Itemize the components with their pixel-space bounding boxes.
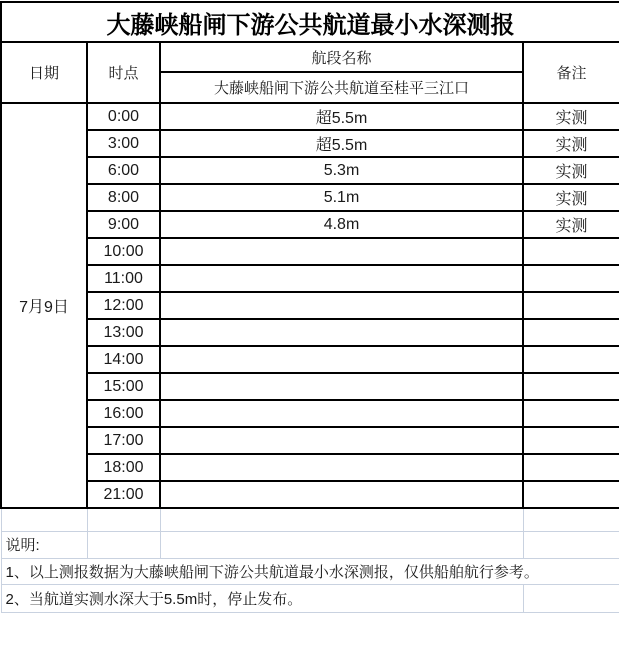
depth-cell [160, 292, 523, 319]
note-row [1, 558, 619, 584]
title-row [1, 2, 619, 42]
remark-cell: 实测 [523, 103, 619, 130]
table-row [1, 427, 619, 454]
table-row [1, 157, 619, 184]
depth-cell: 5.3m [160, 157, 523, 184]
section-route: 大藤峡船闸下游公共航道至桂平三江口 [160, 72, 523, 103]
depth-cell: 超5.5m [160, 130, 523, 157]
remark-cell [523, 346, 619, 373]
remark-cell [523, 319, 619, 346]
table-row [1, 103, 619, 130]
table-row [1, 373, 619, 400]
remark-cell [523, 400, 619, 427]
time-cell: 10:00 [87, 238, 160, 265]
time-cell: 21:00 [87, 481, 160, 508]
table-row [1, 211, 619, 238]
remark-cell: 实测 [523, 130, 619, 157]
note-2: 2、当航道实测水深大于5.5m时，停止发布。 [1, 584, 523, 612]
header-row [1, 42, 619, 72]
notes-label: 说明: [1, 531, 87, 558]
page-title: 大藤峡船闸下游公共航道最小水深测报 [1, 2, 619, 42]
depth-cell [160, 346, 523, 373]
note-row [1, 584, 619, 612]
col-header-date: 日期 [1, 42, 87, 103]
time-cell: 3:00 [87, 130, 160, 157]
empty-cell [87, 531, 160, 558]
date-cell: 7月9日 [1, 103, 87, 508]
empty-cell [523, 531, 619, 558]
note-1: 1、以上测报数据为大藤峡船闸下游公共航道最小水深测报，仅供船舶航行参考。 [1, 558, 619, 584]
depth-cell [160, 454, 523, 481]
remark-cell [523, 292, 619, 319]
time-cell: 6:00 [87, 157, 160, 184]
time-cell: 8:00 [87, 184, 160, 211]
remark-cell [523, 373, 619, 400]
depth-cell [160, 481, 523, 508]
notes-label-row [1, 531, 619, 558]
col-header-remark: 备注 [523, 42, 619, 103]
remark-cell [523, 427, 619, 454]
time-cell: 17:00 [87, 427, 160, 454]
table-row [1, 292, 619, 319]
spacer-cell [160, 508, 523, 531]
time-cell: 0:00 [87, 103, 160, 130]
depth-cell: 5.1m [160, 184, 523, 211]
col-header-section-name: 航段名称 [160, 42, 523, 72]
empty-cell [160, 531, 523, 558]
time-cell: 9:00 [87, 211, 160, 238]
remark-cell: 实测 [523, 184, 619, 211]
time-cell: 16:00 [87, 400, 160, 427]
remark-cell [523, 454, 619, 481]
depth-cell [160, 427, 523, 454]
table-row [1, 184, 619, 211]
time-cell: 15:00 [87, 373, 160, 400]
depth-cell [160, 319, 523, 346]
remark-cell: 实测 [523, 211, 619, 238]
table-row [1, 238, 619, 265]
remark-cell [523, 481, 619, 508]
time-cell: 11:00 [87, 265, 160, 292]
time-cell: 14:00 [87, 346, 160, 373]
col-header-time: 时点 [87, 42, 160, 103]
data-rows-body [1, 103, 619, 508]
table-row [1, 346, 619, 373]
depth-cell [160, 400, 523, 427]
spacer-cell [1, 508, 87, 531]
table-row [1, 481, 619, 508]
table-row [1, 454, 619, 481]
spacer-cell [523, 508, 619, 531]
remark-cell: 实测 [523, 157, 619, 184]
depth-cell [160, 238, 523, 265]
depth-cell [160, 373, 523, 400]
depth-cell [160, 265, 523, 292]
time-cell: 18:00 [87, 454, 160, 481]
table-row [1, 400, 619, 427]
spacer-row [1, 508, 619, 531]
depth-cell: 超5.5m [160, 103, 523, 130]
spacer-cell [87, 508, 160, 531]
table-row [1, 130, 619, 157]
remark-cell [523, 265, 619, 292]
table-row [1, 319, 619, 346]
table-row [1, 265, 619, 292]
time-cell: 13:00 [87, 319, 160, 346]
water-depth-report-table [0, 1, 619, 613]
depth-cell: 4.8m [160, 211, 523, 238]
empty-cell [523, 584, 619, 612]
remark-cell [523, 238, 619, 265]
time-cell: 12:00 [87, 292, 160, 319]
